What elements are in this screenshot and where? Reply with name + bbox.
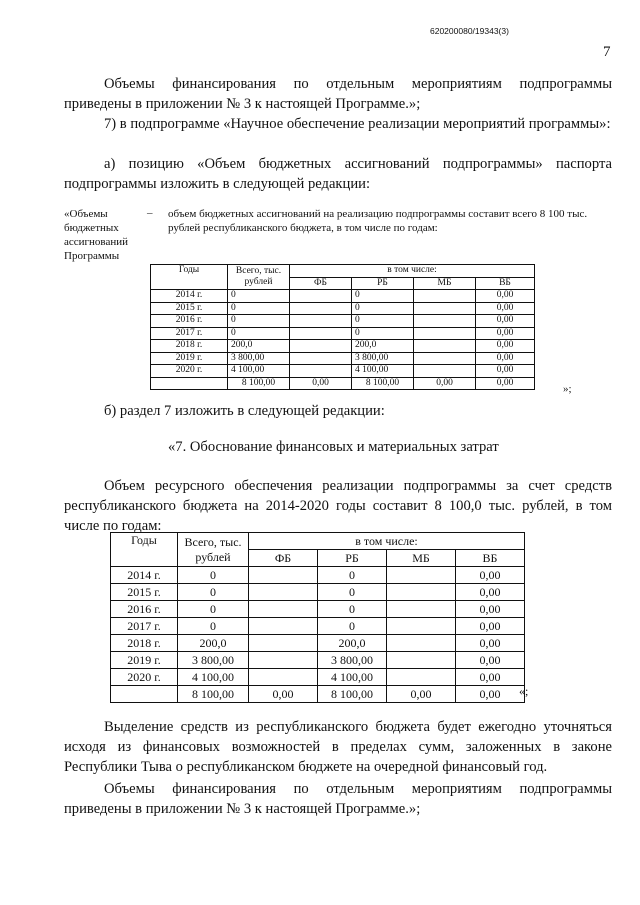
table-row-total — [151, 377, 535, 390]
table-cell — [387, 601, 456, 618]
table-cell — [290, 365, 352, 378]
table-cell: 8 100,00 — [318, 686, 387, 703]
table-cell — [387, 584, 456, 601]
table-subhead-vb: ВБ — [456, 550, 525, 567]
table-cell — [249, 567, 318, 584]
paragraph-resource-volume: Объем ресурсного обеспечения реализации подпрограммы за счет средств республиканского бюджета на 2014-2020 годы составит 8 100,0 тыс. рублей, в том числе по годам: — [64, 478, 612, 534]
table-row-total — [111, 686, 525, 703]
table-head-including: в том числе: — [249, 533, 525, 550]
table-cell: 0,00 — [476, 327, 535, 340]
table-cell: 2018 г. — [151, 340, 228, 353]
passport-funding-table — [150, 264, 535, 390]
table-cell: 2016 г. — [151, 315, 228, 328]
table-cell: 0 — [228, 315, 290, 328]
passport-label: «Объемы бюджетных ассигнований Программы — [64, 208, 129, 262]
table-row — [111, 652, 525, 669]
table-cell — [290, 290, 352, 303]
table-head-years: Годы — [111, 533, 178, 567]
table-cell: 0,00 — [414, 377, 476, 390]
paragraph-funding-1: Объемы финансирования по отдельным мероприятиям подпрограммы приведены в приложении № 3 к настоящей Программе.»; — [64, 76, 612, 112]
table-cell: 2020 г. — [111, 669, 178, 686]
table-cell — [290, 340, 352, 353]
table-cell: 0 — [228, 302, 290, 315]
passport-dash: – — [147, 207, 153, 219]
closing-quote-2: «; — [519, 684, 529, 698]
table-row — [111, 618, 525, 635]
table-cell: 3 800,00 — [228, 352, 290, 365]
paragraph-funding-2: Объемы финансирования по отдельным мероприятиям подпрограммы приведены в приложении № 3 к настоящей Программе.»; — [64, 781, 612, 817]
table-cell — [249, 618, 318, 635]
table-cell: 0,00 — [476, 352, 535, 365]
table-cell: 4 100,00 — [228, 365, 290, 378]
table-row — [151, 365, 535, 378]
table-cell: 2015 г. — [151, 302, 228, 315]
table-cell: 2020 г. — [151, 365, 228, 378]
table-cell: 0,00 — [456, 652, 525, 669]
table-row — [111, 584, 525, 601]
table-cell: 8 100,00 — [352, 377, 414, 390]
table-cell — [414, 315, 476, 328]
table-head-years: Годы — [151, 265, 228, 290]
table-cell: 2014 г. — [151, 290, 228, 303]
table-cell: 200,0 — [318, 635, 387, 652]
table-cell — [249, 669, 318, 686]
table-row — [111, 635, 525, 652]
table-cell — [414, 327, 476, 340]
table-cell — [414, 290, 476, 303]
table-cell — [414, 340, 476, 353]
table-subhead-rb: РБ — [352, 277, 414, 290]
table-cell: 0,00 — [456, 669, 525, 686]
table-cell: 0 — [352, 302, 414, 315]
table-cell: 2018 г. — [111, 635, 178, 652]
table-cell: 0,00 — [476, 315, 535, 328]
table-cell: 0,00 — [290, 377, 352, 390]
table-cell: 0,00 — [476, 365, 535, 378]
table-cell: 8 100,00 — [228, 377, 290, 390]
table-cell — [387, 652, 456, 669]
table-cell: 0 — [318, 584, 387, 601]
table-cell: 0 — [228, 290, 290, 303]
table-cell — [111, 686, 178, 703]
table-cell: 0,00 — [249, 686, 318, 703]
table-cell — [290, 315, 352, 328]
paragraph-item-7: 7) в подпрограмме «Научное обеспечение реализации мероприятий программы»: — [104, 116, 611, 132]
table-cell: 0 — [318, 601, 387, 618]
table-cell: 2016 г. — [111, 601, 178, 618]
table-cell: 0,00 — [456, 686, 525, 703]
table-cell — [290, 302, 352, 315]
table-cell: 2017 г. — [111, 618, 178, 635]
section-funding-table — [110, 532, 525, 703]
passport-text: объем бюджетных ассигнований на реализацию подпрограммы составит всего 8 100 тыс. рублей республиканского бюджета, в том числе по годам: — [168, 208, 588, 234]
table-cell: 0,00 — [476, 302, 535, 315]
table-row — [151, 315, 535, 328]
table-cell — [249, 584, 318, 601]
table-cell: 2019 г. — [111, 652, 178, 669]
table-cell: 0 — [318, 618, 387, 635]
table-subhead-rb: РБ — [318, 550, 387, 567]
table-cell: 0 — [178, 584, 249, 601]
table-cell: 0,00 — [456, 584, 525, 601]
table-subhead-mb: МБ — [414, 277, 476, 290]
document-code: 620200080/19343(3) — [430, 26, 509, 36]
closing-quote-1: »; — [563, 383, 572, 395]
table-cell: 0,00 — [456, 618, 525, 635]
table-cell — [387, 618, 456, 635]
table-cell: 0,00 — [387, 686, 456, 703]
table-subhead-fb: ФБ — [249, 550, 318, 567]
table-cell: 0,00 — [456, 635, 525, 652]
table-cell: 2017 г. — [151, 327, 228, 340]
table-head-including: в том числе: — [290, 265, 535, 278]
table-cell: 0 — [352, 290, 414, 303]
table-cell — [414, 365, 476, 378]
table-cell: 0 — [352, 327, 414, 340]
table-cell: 0,00 — [456, 567, 525, 584]
table-cell: 8 100,00 — [178, 686, 249, 703]
table-row — [151, 290, 535, 303]
table-cell — [151, 377, 228, 390]
table-cell: 0 — [318, 567, 387, 584]
table-cell: 3 800,00 — [318, 652, 387, 669]
table-cell: 2019 г. — [151, 352, 228, 365]
table-cell: 0 — [228, 327, 290, 340]
table-cell: 0,00 — [476, 290, 535, 303]
table-cell: 4 100,00 — [178, 669, 249, 686]
table-cell: 0 — [178, 601, 249, 618]
paragraph-allocation: Выделение средств из республиканского бюджета будет ежегодно уточняться исходя из финансовых возможностей в пределах сумм, заложенных в законе Республики Тыва о республиканском бюджете на очередной финансовый год. — [64, 719, 612, 775]
table-cell: 2014 г. — [111, 567, 178, 584]
table-row — [151, 352, 535, 365]
table-cell: 4 100,00 — [318, 669, 387, 686]
paragraph-item-b: б) раздел 7 изложить в следующей редакции: — [104, 403, 385, 419]
table-cell: 0 — [178, 618, 249, 635]
table-row — [111, 567, 525, 584]
table-cell: 4 100,00 — [352, 365, 414, 378]
paragraph-item-a: а) позицию «Объем бюджетных ассигнований подпрограммы» паспорта подпрограммы изложить в следующей редакции: — [64, 156, 612, 192]
section-heading: «7. Обоснование финансовых и материальных затрат — [168, 439, 499, 455]
table-subhead-fb: ФБ — [290, 277, 352, 290]
table-cell: 0 — [178, 567, 249, 584]
table-row — [151, 302, 535, 315]
table-cell: 0,00 — [476, 377, 535, 390]
table-cell — [249, 652, 318, 669]
table-row — [151, 340, 535, 353]
table-row — [151, 327, 535, 340]
table-row — [111, 669, 525, 686]
table-cell: 0,00 — [476, 340, 535, 353]
table-head-total: Всего, тыс. рублей — [178, 533, 249, 567]
table-cell — [414, 352, 476, 365]
table-cell — [249, 601, 318, 618]
table-row — [111, 601, 525, 618]
table-cell — [387, 635, 456, 652]
table-cell: 200,0 — [178, 635, 249, 652]
table-subhead-vb: ВБ — [476, 277, 535, 290]
table-cell — [249, 635, 318, 652]
table-cell — [290, 327, 352, 340]
table-cell: 0 — [352, 315, 414, 328]
table-subhead-mb: МБ — [387, 550, 456, 567]
table-cell — [387, 567, 456, 584]
table-cell — [290, 352, 352, 365]
table-cell: 3 800,00 — [178, 652, 249, 669]
table-cell: 0,00 — [456, 601, 525, 618]
page-number: 7 — [603, 44, 611, 60]
table-cell: 200,0 — [228, 340, 290, 353]
table-cell: 2015 г. — [111, 584, 178, 601]
table-cell — [387, 669, 456, 686]
table-cell: 3 800,00 — [352, 352, 414, 365]
table-head-total: Всего, тыс. рублей — [228, 265, 290, 290]
table-cell — [414, 302, 476, 315]
table-cell: 200,0 — [352, 340, 414, 353]
